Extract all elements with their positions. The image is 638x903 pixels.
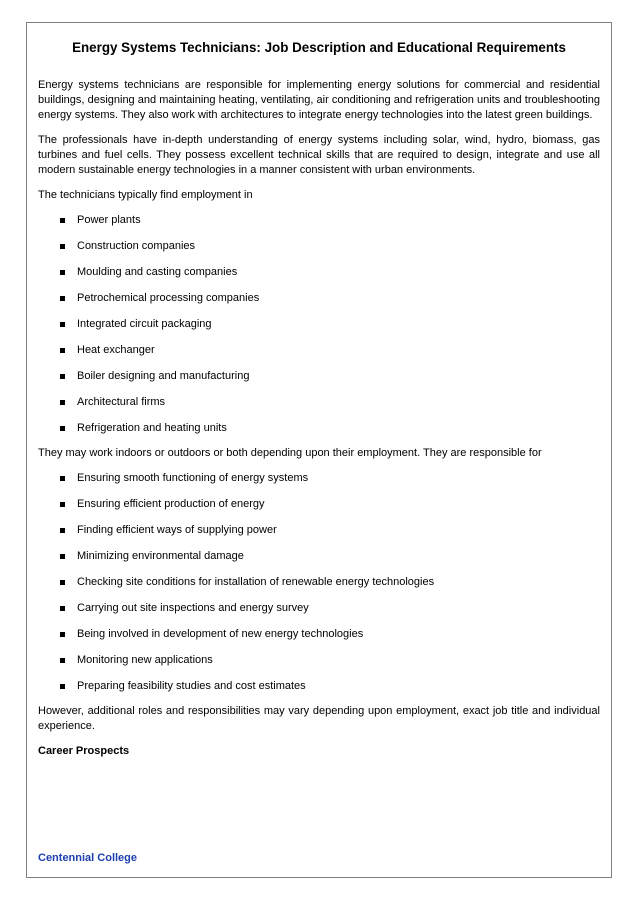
list-item-text: Power plants — [77, 214, 141, 226]
responsibilities-intro: They may work indoors or outdoors or both depending upon their employment. They are responsible for — [38, 447, 542, 459]
list-item-text: Being involved in development of new energy technologies — [77, 628, 364, 640]
list-item-text: Architectural firms — [77, 396, 166, 408]
square-bullet-icon — [60, 400, 65, 405]
square-bullet-icon — [60, 554, 65, 559]
square-bullet-icon — [60, 270, 65, 275]
list-item — [38, 291, 600, 306]
list-item-text: Ensuring efficient production of energy — [77, 498, 265, 510]
list-item — [38, 421, 600, 436]
list-item-text: Finding efficient ways of supplying power — [77, 524, 277, 536]
square-bullet-icon — [60, 606, 65, 611]
square-bullet-icon — [60, 632, 65, 637]
document-title: Energy Systems Technicians: Job Description and Educational Requirements — [72, 40, 566, 55]
square-bullet-icon — [60, 580, 65, 585]
square-bullet-icon — [60, 348, 65, 353]
list-item — [38, 575, 600, 590]
list-item — [38, 653, 600, 668]
closing-paragraph: However, additional roles and responsibilities may vary depending upon employment, exact job title and individual experience. — [38, 705, 600, 732]
square-bullet-icon — [60, 322, 65, 327]
intro-paragraph-2: The professionals have in-depth understanding of energy systems including solar, wind, hydro, biomass, gas turbines and fuel cells. They possess excellent technical skills that are required to design, integrate and use all modern sustainable energy technologies in a manner consistent with urban environments. — [38, 134, 600, 176]
list-item-text: Moulding and casting companies — [77, 266, 238, 278]
list-item — [38, 265, 600, 280]
square-bullet-icon — [60, 374, 65, 379]
list-item-text: Petrochemical processing companies — [77, 292, 260, 304]
square-bullet-icon — [60, 476, 65, 481]
list-item — [38, 369, 600, 384]
list-item — [38, 679, 600, 694]
employment-list — [38, 213, 600, 436]
list-item-text: Preparing feasibility studies and cost estimates — [77, 680, 306, 692]
list-item — [38, 523, 600, 538]
list-item — [38, 317, 600, 332]
list-item-text: Minimizing environmental damage — [77, 550, 244, 562]
list-item — [38, 497, 600, 512]
responsibilities-list — [38, 471, 600, 694]
list-item — [38, 239, 600, 254]
square-bullet-icon — [60, 244, 65, 249]
list-item — [38, 213, 600, 228]
list-item-text: Integrated circuit packaging — [77, 318, 212, 330]
document-body — [38, 40, 600, 759]
list-item-text: Carrying out site inspections and energy survey — [77, 602, 309, 614]
footer-college-name: Centennial College — [38, 852, 138, 864]
list-item — [38, 549, 600, 564]
intro-paragraph-1: Energy systems technicians are responsible for implementing energy solutions for commercial and residential buildings, designing and maintaining heating, ventilating, air conditioning and refrigeration units and troubleshooting energy systems. They also work with architectures to integrate energy technologies into the latest green buildings. — [38, 79, 600, 121]
square-bullet-icon — [60, 218, 65, 223]
list-item-text: Monitoring new applications — [77, 654, 213, 666]
square-bullet-icon — [60, 684, 65, 689]
square-bullet-icon — [60, 528, 65, 533]
square-bullet-icon — [60, 296, 65, 301]
section-heading-career-prospects: Career Prospects — [38, 745, 130, 757]
employment-intro: The technicians typically find employment in — [38, 189, 253, 201]
list-item — [38, 343, 600, 358]
list-item-text: Heat exchanger — [77, 344, 155, 356]
list-item-text: Construction companies — [77, 240, 196, 252]
list-item — [38, 471, 600, 486]
square-bullet-icon — [60, 426, 65, 431]
list-item-text: Boiler designing and manufacturing — [77, 370, 250, 382]
list-item — [38, 627, 600, 642]
square-bullet-icon — [60, 658, 65, 663]
square-bullet-icon — [60, 502, 65, 507]
list-item-text: Refrigeration and heating units — [77, 422, 227, 434]
list-item — [38, 395, 600, 410]
list-item-text: Ensuring smooth functioning of energy systems — [77, 472, 309, 484]
list-item-text: Checking site conditions for installation of renewable energy technologies — [77, 576, 435, 588]
list-item — [38, 601, 600, 616]
